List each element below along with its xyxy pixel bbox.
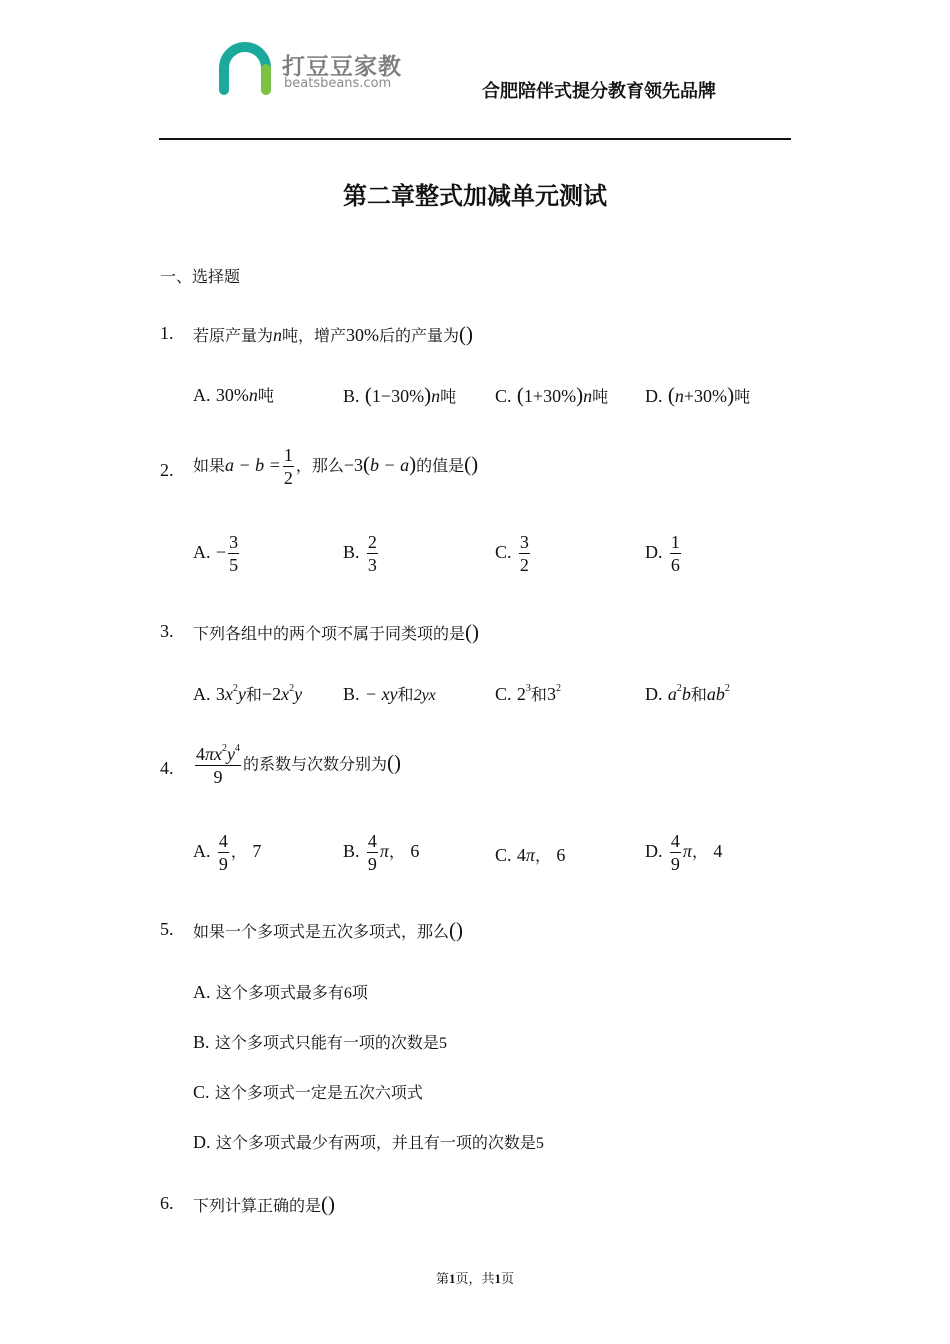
option-4c[interactable]: C. 4π， 6 — [495, 845, 566, 865]
option-3c[interactable]: C. $2^3$和$3^2$ — [495, 683, 561, 704]
question-4-stem: $\frac{4\pi x^2y^4}{9}$ 的系数与次数分别为() — [196, 743, 402, 787]
option-1d[interactable]: D. (n+30%)吨 — [645, 383, 751, 407]
question-6-stem: 下列计算正确的是() — [193, 1192, 336, 1216]
brand-name: 打豆豆家教 — [282, 54, 402, 80]
option-1a[interactable]: A. 30%n吨 — [193, 385, 274, 405]
question-number: 6. — [160, 1193, 174, 1213]
section-heading: 一、选择题 — [160, 267, 241, 286]
question-number: 4. — [160, 758, 174, 778]
question-3-stem: 下列各组中的两个项不属于同类项的是() — [193, 620, 480, 644]
question-2-stem: 如果a − b = $\frac{1}{2}$ ，那么−3(b − a)的值是() — [193, 445, 479, 488]
brand-slogan: 合肥陪伴式提分教育领先品牌 — [482, 81, 716, 102]
question-number: 5. — [160, 919, 174, 939]
option-2c[interactable]: C. $\frac{3}{2}$ — [495, 532, 529, 575]
page-title: 第二章整式加减单元测试 — [343, 181, 607, 210]
question-1-stem: 若原产量为n吨，增产30%后的产量为() — [193, 322, 474, 346]
question-number: 3. — [160, 621, 174, 641]
option-1c[interactable]: C. (1+30%)n吨 — [495, 383, 609, 407]
option-3d[interactable]: D. $a^2b$和$ab^2$ — [645, 683, 730, 704]
option-2d[interactable]: D. $\frac{1}{6}$ — [645, 532, 680, 575]
question-number: 2. — [160, 460, 174, 480]
option-2b[interactable]: B. $\frac{2}{3}$ — [343, 532, 377, 575]
question-5-stem: 如果一个多项式是五次多项式，那么() — [193, 918, 464, 942]
option-3a[interactable]: A. $3x^2y$和$-2x^2y$ — [193, 683, 303, 704]
option-5a[interactable]: A. 这个多项式最多有6项 — [193, 982, 368, 1002]
option-2a[interactable]: A. − $\frac{3}{5}$ — [193, 532, 239, 575]
option-4a[interactable]: A. $\frac{4}{9}$ ， 7 — [193, 831, 262, 874]
header-divider — [159, 138, 791, 140]
page-footer: 第1页，共1页 — [435, 1271, 515, 1287]
option-5c[interactable]: C. 这个多项式一定是五次六项式 — [193, 1082, 423, 1102]
option-4b[interactable]: B. $\frac{4}{9}$ π， 6 — [343, 831, 420, 874]
option-4d[interactable]: D. $\frac{4}{9}$ π， 4 — [645, 831, 723, 874]
option-5d[interactable]: D. 这个多项式最少有两项，并且有一项的次数是5 — [193, 1132, 544, 1152]
option-1b[interactable]: B. (1−30%)n吨 — [343, 383, 457, 407]
brand-logo-icon — [216, 38, 274, 98]
brand-domain: beatsbeans.com — [284, 76, 392, 91]
option-5b[interactable]: B. 这个多项式只能有一项的次数是5 — [193, 1032, 447, 1052]
option-3b[interactable]: B. − xy和2yx — [343, 684, 436, 704]
question-number: 1. — [160, 323, 174, 343]
